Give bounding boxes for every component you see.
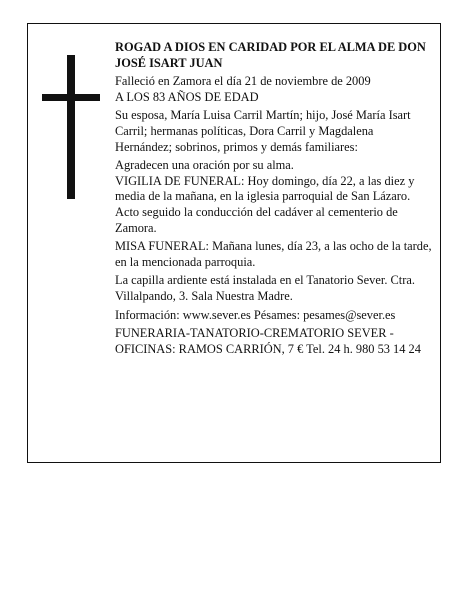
info-paragraph: Información: www.sever.es Pésames: pesames@sever.es — [115, 307, 396, 322]
notice-text — [115, 40, 433, 357]
family-paragraph: Su esposa, María Luisa Carril Martín; hijo, José María Isart Carril; hermanas políticas, Dora Carril y Magdalena Hernández; sobrinos, primos y demás familiares: — [115, 108, 411, 154]
cross-vertical-bar — [67, 55, 75, 199]
vigil-paragraph: VIGILIA DE FUNERAL: Hoy domingo, día 22, a las diez y media de la mañana, en la iglesia parroquial de San Lázaro. Acto seguido la conducción del cadáver al cementerio de Zamora. — [115, 173, 415, 235]
funeral-home-paragraph: FUNERARIA-TANATORIO-CREMATORIO SEVER - OFICINAS: RAMOS CARRIÓN, 7 € Tel. 24 h. 980 53 14 24 — [115, 326, 421, 356]
notice-header: ROGAD A DIOS EN CARIDAD POR EL ALMA DE DON JOSÉ ISART JUAN — [115, 40, 426, 70]
obituary-notice — [27, 23, 441, 463]
latin-cross-icon — [42, 55, 100, 199]
chapel-paragraph: La capilla ardiente está instalada en el Tanatorio Sever. Ctra. Villalpando, 3. Sala Nuestra Madre. — [115, 273, 415, 303]
thanks-line: Agradecen una oración por su alma. — [115, 158, 294, 173]
mass-paragraph: MISA FUNERAL: Mañana lunes, día 23, a las ocho de la tarde, en la mencionada parroquia. — [115, 239, 432, 269]
cross-horizontal-bar — [42, 94, 100, 101]
age-line: A LOS 83 AÑOS DE EDAD — [115, 89, 259, 104]
death-date-line: Falleció en Zamora el día 21 de noviembre de 2009 — [115, 74, 371, 89]
